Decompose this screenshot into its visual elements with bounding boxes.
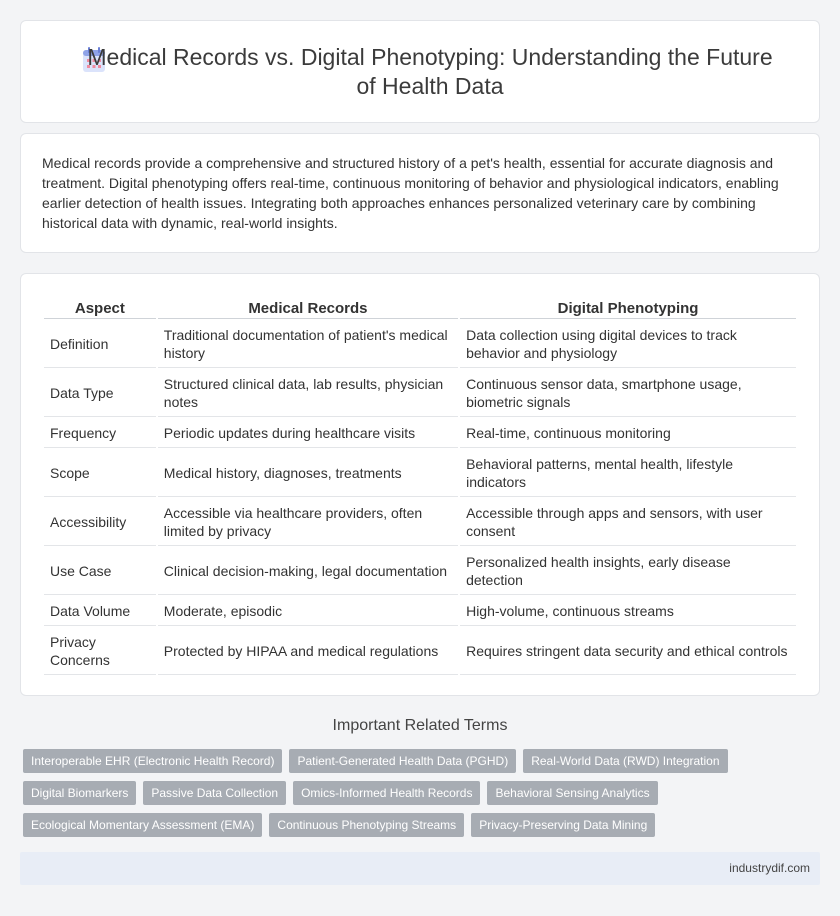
table-row	[44, 321, 796, 368]
related-terms-list	[23, 749, 823, 845]
related-term-tag[interactable]: Behavioral Sensing Analytics	[487, 781, 657, 805]
related-term-tag[interactable]: Digital Biomarkers	[23, 781, 136, 805]
row-medical-records: Traditional documentation of patient's medical history	[158, 321, 458, 368]
row-aspect: Scope	[44, 450, 156, 497]
title-card	[20, 20, 820, 123]
related-term-tag[interactable]: Privacy-Preserving Data Mining	[471, 813, 655, 837]
row-digital-phenotyping: Continuous sensor data, smartphone usage, biometric signals	[460, 370, 796, 417]
related-terms-heading: Important Related Terms	[332, 717, 508, 734]
row-aspect: Frequency	[44, 419, 156, 448]
row-aspect: Privacy Concerns	[44, 628, 156, 675]
table-row	[44, 419, 796, 448]
row-digital-phenotyping: Data collection using digital devices to track behavior and physiology	[460, 321, 796, 368]
row-aspect: Use Case	[44, 548, 156, 595]
row-medical-records: Periodic updates during healthcare visits	[158, 419, 458, 448]
row-digital-phenotyping: Behavioral patterns, mental health, lifestyle indicators	[460, 450, 796, 497]
row-digital-phenotyping: Real-time, continuous monitoring	[460, 419, 796, 448]
table-row	[44, 628, 796, 675]
row-medical-records: Structured clinical data, lab results, physician notes	[158, 370, 458, 417]
table-row	[44, 370, 796, 417]
row-medical-records: Medical history, diagnoses, treatments	[158, 450, 458, 497]
row-digital-phenotyping: High-volume, continuous streams	[460, 597, 796, 626]
table-row	[44, 548, 796, 595]
table-row	[44, 597, 796, 626]
related-term-tag[interactable]: Passive Data Collection	[143, 781, 286, 805]
row-aspect: Definition	[44, 321, 156, 368]
comparison-card	[20, 273, 820, 696]
row-aspect: Data Type	[44, 370, 156, 417]
page-title: Medical Records vs. Digital Phenotyping: Understanding the Future of Health Data	[87, 44, 773, 99]
footer-bar	[20, 852, 820, 885]
row-medical-records: Clinical decision-making, legal documentation	[158, 548, 458, 595]
related-term-tag[interactable]: Patient-Generated Health Data (PGHD)	[289, 749, 516, 773]
comparison-table	[42, 297, 798, 677]
intro-card	[20, 133, 820, 253]
row-digital-phenotyping: Requires stringent data security and ethical controls	[460, 628, 796, 675]
column-header-aspect: Aspect	[44, 299, 156, 319]
row-aspect: Accessibility	[44, 499, 156, 546]
footer-site-name[interactable]: industrydif.com	[729, 861, 810, 875]
row-medical-records: Accessible via healthcare providers, often limited by privacy	[158, 499, 458, 546]
column-header-medical-records: Medical Records	[158, 299, 458, 319]
table-row	[44, 450, 796, 497]
table-header-row	[44, 299, 796, 319]
related-term-tag[interactable]: Continuous Phenotyping Streams	[269, 813, 464, 837]
table-row	[44, 499, 796, 546]
related-term-tag[interactable]: Interoperable EHR (Electronic Health Record)	[23, 749, 282, 773]
intro-paragraph: Medical records provide a comprehensive and structured history of a pet's health, essential for accurate diagnosis and treatment. Digital phenotyping offers real-time, continuous monitoring of behavior and physiological indicators, enabling earlier detection of health issues. Integrating both approaches enhances personalized veterinary care by combining historical data with dynamic, real-world insights.	[42, 155, 779, 231]
row-digital-phenotyping: Personalized health insights, early disease detection	[460, 548, 796, 595]
row-medical-records: Moderate, episodic	[158, 597, 458, 626]
related-term-tag[interactable]: Real-World Data (RWD) Integration	[523, 749, 727, 773]
row-medical-records: Protected by HIPAA and medical regulations	[158, 628, 458, 675]
column-header-digital-phenotyping: Digital Phenotyping	[460, 299, 796, 319]
row-aspect: Data Volume	[44, 597, 156, 626]
related-term-tag[interactable]: Ecological Momentary Assessment (EMA)	[23, 813, 262, 837]
related-term-tag[interactable]: Omics-Informed Health Records	[293, 781, 480, 805]
row-digital-phenotyping: Accessible through apps and sensors, with user consent	[460, 499, 796, 546]
